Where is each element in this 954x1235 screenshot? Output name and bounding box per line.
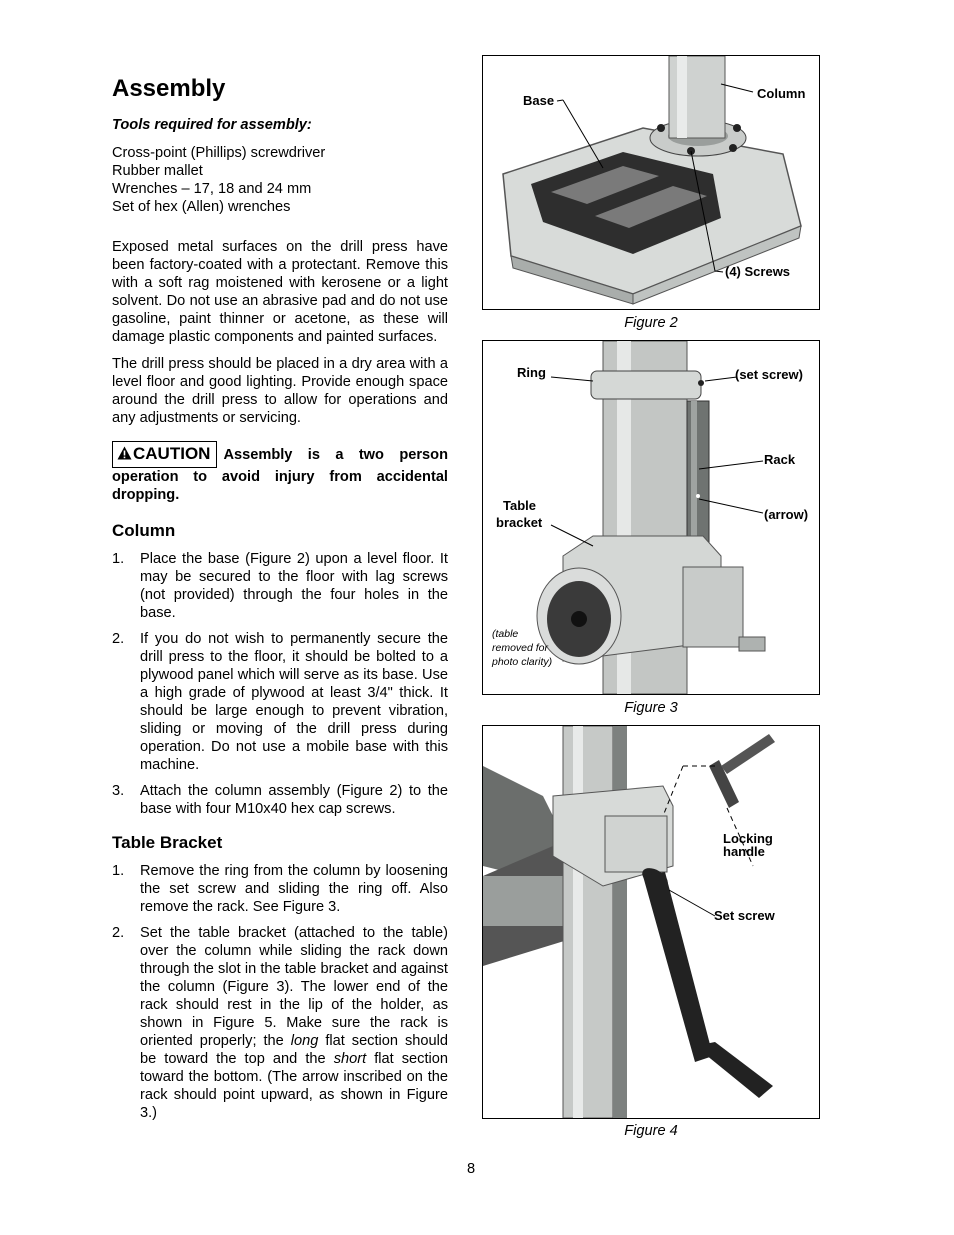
tool-item: Wrenches – 17, 18 and 24 mm — [112, 181, 312, 197]
column-steps — [112, 550, 448, 818]
placement-paragraph: The drill press should be placed in a dry area with a level floor and good lighting. Provide enough space around the drill press to allow for operations and any adjustments or servicing. — [112, 356, 448, 426]
list-item — [112, 550, 448, 622]
tools-heading: Tools required for assembly: — [112, 117, 312, 133]
step-text: If you do not wish to permanently secure the drill press to the floor, it should be bolted to a plywood panel which will serve as its base. Use a high grade of plywood at least 3/4" thick. It should be large enough to prevent vibration, sliding or moving of the drill press during operation. Do not use a mobile base with this machine. — [140, 631, 448, 773]
step-text-part: flat section should be toward the top and the — [140, 1033, 448, 1067]
figure-2-base — [482, 55, 820, 310]
list-item — [112, 782, 448, 818]
step-number: 2. — [112, 925, 125, 941]
step-text-emphasis: long — [290, 1033, 319, 1049]
step-text: Place the base (Figure 2) upon a level floor. It may be secured to the floor with lag screws (not provided) through the four holes in the base. — [140, 551, 448, 621]
step-text-emphasis: short — [333, 1051, 367, 1067]
column-label: Column — [757, 86, 806, 101]
page-number: 8 — [467, 1161, 476, 1177]
rack-label: Rack — [764, 452, 796, 467]
ring-label: Ring — [517, 365, 546, 380]
figure-3-caption: Figure 3 — [624, 700, 678, 716]
caution-label: CAUTION — [133, 444, 211, 463]
step-text-part: flat section toward the bottom. (The arrow inscribed on the rack should point upward, as shown in Figure 3.) — [140, 1051, 448, 1121]
locking-label: Locking — [723, 831, 773, 846]
table-removed-note-2: removed for — [492, 642, 549, 654]
warning-triangle-icon — [117, 446, 132, 460]
step-number: 1. — [112, 863, 125, 879]
tool-item: Cross-point (Phillips) screwdriver — [112, 145, 326, 161]
list-item — [112, 924, 448, 1122]
page-title: Assembly — [112, 75, 226, 102]
table-removed-note-1: (table — [492, 628, 519, 640]
step-text: Attach the column assembly (Figure 2) to the base with four M10x40 hex cap screws. — [140, 783, 448, 817]
figure-2-caption: Figure 2 — [624, 315, 678, 331]
step-number: 2. — [112, 631, 125, 647]
tools-list — [112, 144, 448, 216]
figure-4-caption: Figure 4 — [624, 1123, 678, 1139]
main-text-column — [112, 70, 448, 1136]
table-bracket-steps — [112, 862, 448, 1122]
protectant-paragraph: Exposed metal surfaces on the drill press have been factory-coated with a protectant. Remove this with a soft rag moistened with kerosene or a light solvent. Do not use an abrasive pad and do not use gasoline, paint thinner or acetone, as these will damage plastic components and painted surfaces. — [112, 239, 448, 345]
tool-item: Set of hex (Allen) wrenches — [112, 199, 291, 215]
step-text-part: Set the table bracket (attached to the table) over the column while sliding the rack down through the slot in the table bracket and against the column (Figure 3). The lower end of the rack should rest in the lip of the holder, as shown in Figure 5. Make sure the rack is oriented properly; the — [140, 925, 448, 1049]
caution-notice — [112, 441, 448, 504]
figure-4-handle — [482, 725, 820, 1119]
list-item — [112, 862, 448, 916]
caution-badge — [112, 441, 217, 468]
column-heading: Column — [112, 521, 176, 540]
step-number: 1. — [112, 551, 125, 567]
set-screw-label: (set screw) — [735, 367, 803, 382]
base-label: Base — [523, 93, 555, 108]
set-screw-label: Set screw — [714, 908, 775, 923]
step-number: 3. — [112, 783, 125, 799]
step-text: Remove the ring from the column by loosening the set screw and sliding the ring off. Also remove the rack. See Figure 3. — [140, 863, 448, 915]
caution-text: Assembly is a two person operation to avoid injury from accidental dropping. — [112, 447, 448, 503]
table-label: Table — [503, 498, 536, 513]
figure-3-column-bracket — [482, 340, 820, 695]
handle-label: handle — [723, 844, 765, 859]
table-removed-note-3: photo clarity) — [492, 656, 553, 668]
table-bracket-heading: Table Bracket — [112, 833, 223, 852]
arrow-label: (arrow) — [764, 507, 809, 522]
screws-label: (4) Screws — [725, 264, 791, 279]
bracket-label: bracket — [496, 515, 543, 530]
tool-item: Rubber mallet — [112, 163, 203, 179]
list-item — [112, 630, 448, 774]
step-text — [140, 924, 448, 1122]
